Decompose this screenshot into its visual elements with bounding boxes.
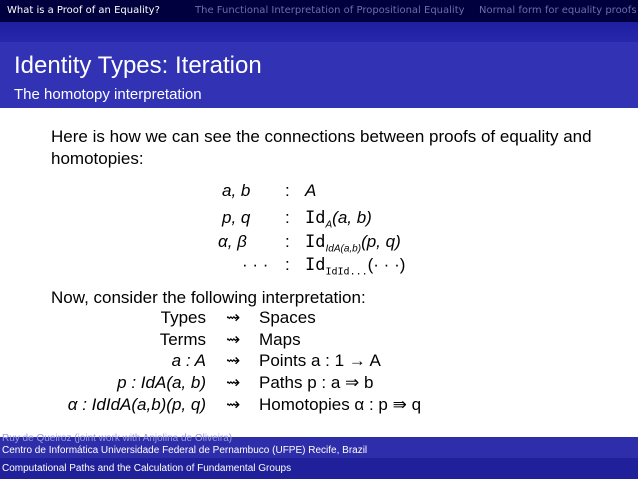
id-subscript: IdId...: [325, 266, 368, 278]
slide-title: Identity Types: Iteration: [14, 52, 262, 79]
id-symbol: Id: [305, 208, 326, 228]
equation-rhs: [305, 208, 372, 230]
interpretation-row: [0, 351, 638, 373]
equation-row: [0, 208, 638, 230]
interpretation-source: Types: [160, 308, 206, 327]
top-navigation: [0, 0, 638, 22]
equation-lhs: · · ·: [242, 255, 269, 274]
id-arguments: (p, q): [361, 232, 401, 251]
interpretation-target: Paths p : a ⇒ b: [259, 373, 374, 392]
squiggle-arrow-icon: ⇝: [226, 351, 241, 370]
interpretation-source: p : IdA(a, b): [117, 373, 206, 392]
id-symbol: Id: [305, 255, 326, 275]
squiggle-arrow-icon: ⇝: [226, 395, 241, 414]
id-symbol: Id: [305, 232, 326, 252]
interpretation-target: Spaces: [259, 308, 316, 327]
interpretation-row: [0, 330, 638, 352]
id-arguments: (a, b): [332, 208, 372, 227]
equation-row: [0, 181, 638, 203]
nav-tab-proof-of-equality[interactable]: What is a Proof of an Equality?: [7, 5, 160, 16]
squiggle-arrow-icon: ⇝: [226, 373, 241, 392]
equation-lhs: a, b: [222, 181, 251, 200]
intro-paragraph: Here is how we can see the connections between proofs of equality and homotopies:: [51, 127, 592, 168]
equation-colon: :: [285, 181, 290, 200]
equation-rhs: [305, 232, 401, 254]
interpretation-row: [0, 373, 638, 395]
footer-talk-title: Computational Paths and the Calculation of Fundamental Groups: [2, 463, 292, 474]
equation-colon: :: [285, 208, 290, 227]
interpretation-target: Homotopies α : p ⇛ q: [259, 395, 422, 414]
equation-lhs: α, β: [218, 232, 247, 251]
squiggle-arrow-icon: ⇝: [226, 308, 241, 327]
id-subscript: IdA(a,b): [325, 243, 362, 255]
equation-rhs: [305, 255, 405, 277]
nav-tab-normal-form[interactable]: Normal form for equality proofs: [479, 5, 637, 16]
interpretation-row: [0, 308, 638, 330]
footer-institution: Centro de Informática Universidade Federal de Pernambuco (UFPE) Recife, Brazil: [2, 445, 368, 456]
nav-tab-functional-interpretation[interactable]: The Functional Interpretation of Propositional Equality: [195, 5, 465, 16]
equation-colon: :: [285, 255, 290, 274]
interpretation-row: [0, 395, 638, 417]
slide-footer: [0, 433, 638, 479]
interpretation-source: α : IdIdA(a,b)(p, q): [67, 395, 206, 414]
interpretation-source: Terms: [159, 330, 206, 349]
footer-authors: Ruy de Queiroz (joint work with Anjolina de Oliveira): [2, 433, 233, 444]
interpretation-target: Maps: [259, 330, 301, 349]
equation-row: [0, 255, 638, 277]
id-arguments: (· · ·): [367, 255, 406, 274]
interpretation-source: a : A: [171, 351, 206, 370]
equation-lhs: p, q: [222, 208, 251, 227]
squiggle-arrow-icon: ⇝: [226, 330, 241, 349]
equation-colon: :: [285, 232, 290, 251]
consider-paragraph: Now, consider the following interpretation:: [51, 288, 366, 307]
slide-subtitle: The homotopy interpretation: [14, 86, 202, 103]
interpretation-target: Points a : 1 → A: [259, 351, 381, 370]
equation-row: [0, 232, 638, 254]
id-subscript: A: [325, 219, 333, 231]
equation-rhs: A: [305, 181, 317, 200]
